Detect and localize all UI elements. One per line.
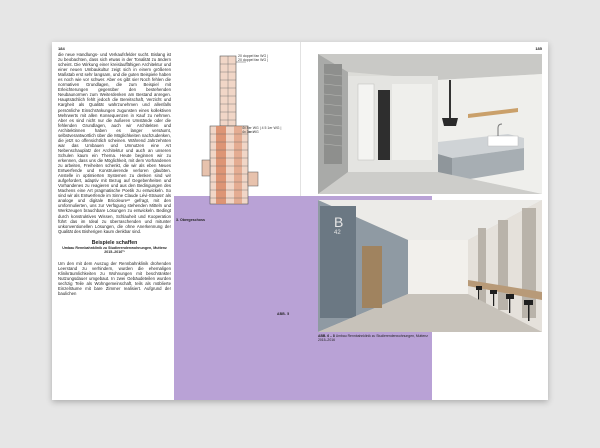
plan-note-top-1: 20 doppel fan WG | — [238, 54, 269, 58]
body-paragraph: die neue Handlungs- und Verkaufsfelder sucht. Bislang ist zu beobachten, dass sich etwas in der Tonalität zu ändern scheint. Die Wirkung einer kreislauffähigen Architektur und einer neuen Umbaukultur zeigt sich in einem größeren Maßstab erst sehr langsam, und die guten Beispiele haben es noch wie vor schwer. Aber es gibt sie! Noch fehlen die normativen Grundlagen, die zum Beispiel mit Erleichterungen gegenüber den bestehenden Neubaunormen zum Weiterdenken am Bestand anregen. Hauptsächlich fehlt jedoch die Bereitschaft, Verzicht und Kargheit als Qualität wahrzunehmen und allenfalls persönliche Einschränkungen zugunsten eines kollektiven Mehrwerts mit allen Konsequenzen in Kauf zu nehmen. Aber es sind nicht nur die äußeren Umstände oder die fehlenden Grundlagen, auch wir Architekten und Architektinnen haben es langer versäumt, selbstverantwortlich über die Möglichkeiten nachzudenken, die jetzt so offensichtlich scheinen. Während Jahrzehnten war das Umbauen und Umnutzen eine Art Nebenschauplatz der Architektur und auch an unseren Schulen kaum ein Thema. Heute beginnen wir zu erkennen, dass uns die Möglichkeit, mit dem Vorhandenen zu arbeiten, Freiheiten schenkt, die wir als eben Neues Entwerfende und Konstruierende verloren glaubten. Anstelle in optimierten Systemen zu denken sind wir aufgefordert, adaptiv mit Bezug auf Gegebenheiten und Vorhandenes zu reagieren und aus den Bedingungen des Machens eine Art pragmatische Poetik zu entwickeln. So sind wir als Entwerfende im Sinne Claude Lévi-Strauss' als analoge und digitale Bricoleure²² gefragt, mit den umformulierten, uns zur Verfügung stehenden Mitteln und Werkzeugen brauchbare Lösungen zu entwickeln. Bedingt durch konstruktives Wissen, Schlauheit und Kooperation führt das im Ideal zu überraschenden und mitunter unkonventionellen Lösungen, die ohne Anerkennung der Qualität des Bisherigen kaum denkbar sind. — [58, 52, 171, 234]
floor-plan-figure — [176, 52, 294, 216]
corridor-sign-number: 42 — [334, 230, 341, 236]
plan-note-mid-1: 4x 4er WG | 4 5 1er WG | — [242, 126, 282, 130]
figure-label-left: ABB. 5 — [277, 312, 290, 316]
kitchen-photo-image — [318, 54, 542, 194]
corridor-photo — [318, 200, 542, 332]
plan-caption: 3. Obergeschoss — [176, 218, 205, 222]
corridor-sign-letter: B — [334, 214, 344, 230]
plan-note-top-2: 20 doppel fan WG | — [238, 58, 269, 62]
section-heading: Beispiele schaffen — [91, 239, 138, 246]
photo-caption — [318, 334, 428, 342]
photo-caption-label: ABB. 6 – 8 — [318, 334, 335, 338]
photo-caption-text: Umbau Rennbahnklinik zu Studierendenwohnungen, Muttenz 2015–2016 — [318, 334, 428, 342]
body-text-column — [58, 52, 171, 296]
body-paragraph-2: Um den mit dem Auszug der Rennbahnklinik drohenden Leerstand zu verhindern, wurden die ehemaligen Klinikräumlichkeiten zu Wohnungen mit beschränkter Nutzungsdauer umgebaut. In zwei Gebäudeteilen wurden sechzig Teile als Wohngemeinschaft, teils als möblierte Einzelräume mit bare Zimmer realisiert. Aufgrund der baulichen — [58, 260, 171, 296]
plan-note-mid-2: 4x 3er WG — [242, 130, 259, 134]
kitchen-photo — [318, 54, 542, 194]
corridor-photo-image — [318, 200, 542, 332]
book-spread — [52, 42, 548, 400]
page-number-right: 185 — [535, 46, 542, 51]
floor-plan-drawing — [176, 52, 294, 216]
page-number-left: 184 — [58, 46, 65, 51]
section-subheading: Umbau Rennbahnklinik zu Studierendenwohnungen, Muttenz 2015–2016²³ — [62, 245, 167, 255]
